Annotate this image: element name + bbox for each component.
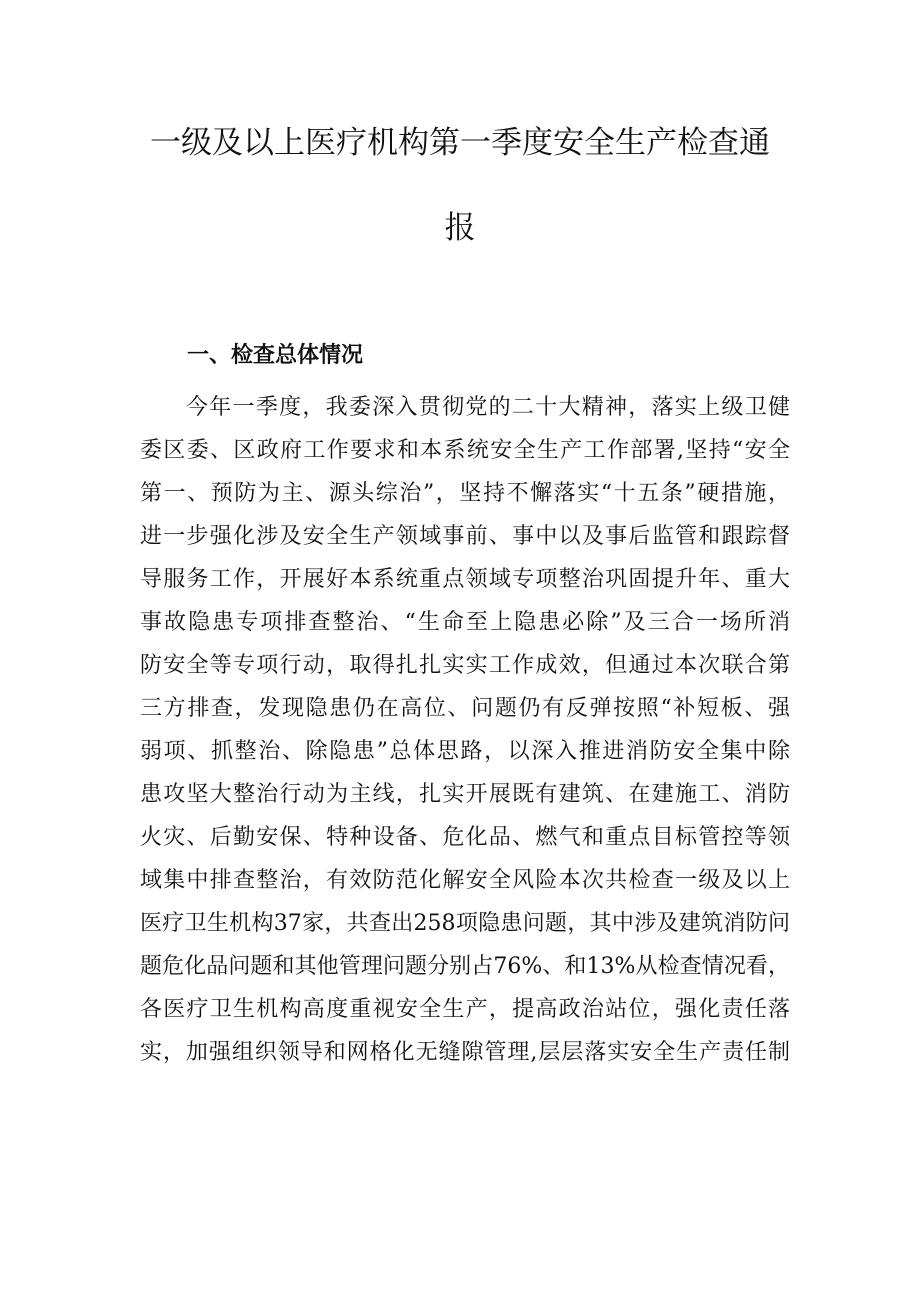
document-title-line-2: 报 (444, 210, 476, 246)
body-paragraph (140, 386, 790, 1074)
paragraph-line: 各医疗卫生机构高度重视安全生产，提高政治站位，强化责任落 (140, 997, 790, 1022)
paragraph-line: 题危化品问题和其他管理问题分别占76%、和13%从检查情况看， (140, 954, 790, 979)
paragraph-line: 医疗卫生机构37家，共查出258项隐患问题，其中涉及建筑消防问 (140, 911, 790, 936)
paragraph-line: 火灾、后勤安保、特种设备、危化品、燃气和重点目标管控等领 (140, 825, 790, 850)
paragraph-line: 导服务工作，开展好本系统重点领域专项整治巩固提升年、重大 (140, 567, 790, 592)
paragraph-line: 实，加强组织领导和网格化无缝隙管理,层层落实安全生产责任制 (140, 1040, 790, 1065)
paragraph-line: 患攻坚大整治行动为主线，扎实开展既有建筑、在建施工、消防 (140, 782, 790, 807)
paragraph-line: 事故隐患专项排查整治、“生命至上隐患必除”及三合一场所消 (140, 610, 790, 635)
paragraph-line: 第一、预防为主、源头综治”，坚持不懈落实“十五条”硬措施， (140, 481, 790, 506)
section-heading: 一、检查总体情况 (187, 342, 364, 368)
paragraph-line: 防安全等专项行动，取得扎扎实实工作成效，但通过本次联合第 (140, 653, 790, 678)
paragraph-line: 弱项、抓整治、除隐患”总体思路，以深入推进消防安全集中除 (140, 739, 790, 764)
paragraph-line: 进一步强化涉及安全生产领域事前、事中以及事后监管和跟踪督 (140, 524, 790, 549)
paragraph-line: 委区委、区政府工作要求和本系统安全生产工作部署,坚持“安全 (140, 438, 790, 463)
paragraph-line: 今年一季度，我委深入贯彻党的二十大精神，落实上级卫健 (186, 395, 790, 420)
paragraph-line: 域集中排查整治，有效防范化解安全风险本次共检查一级及以上 (140, 868, 790, 893)
paragraph-line: 三方排查，发现隐患仍在高位、问题仍有反弹按照“补短板、强 (140, 696, 790, 721)
document-title-line-1: 一级及以上医疗机构第一季度安全生产检查通 (150, 125, 770, 161)
